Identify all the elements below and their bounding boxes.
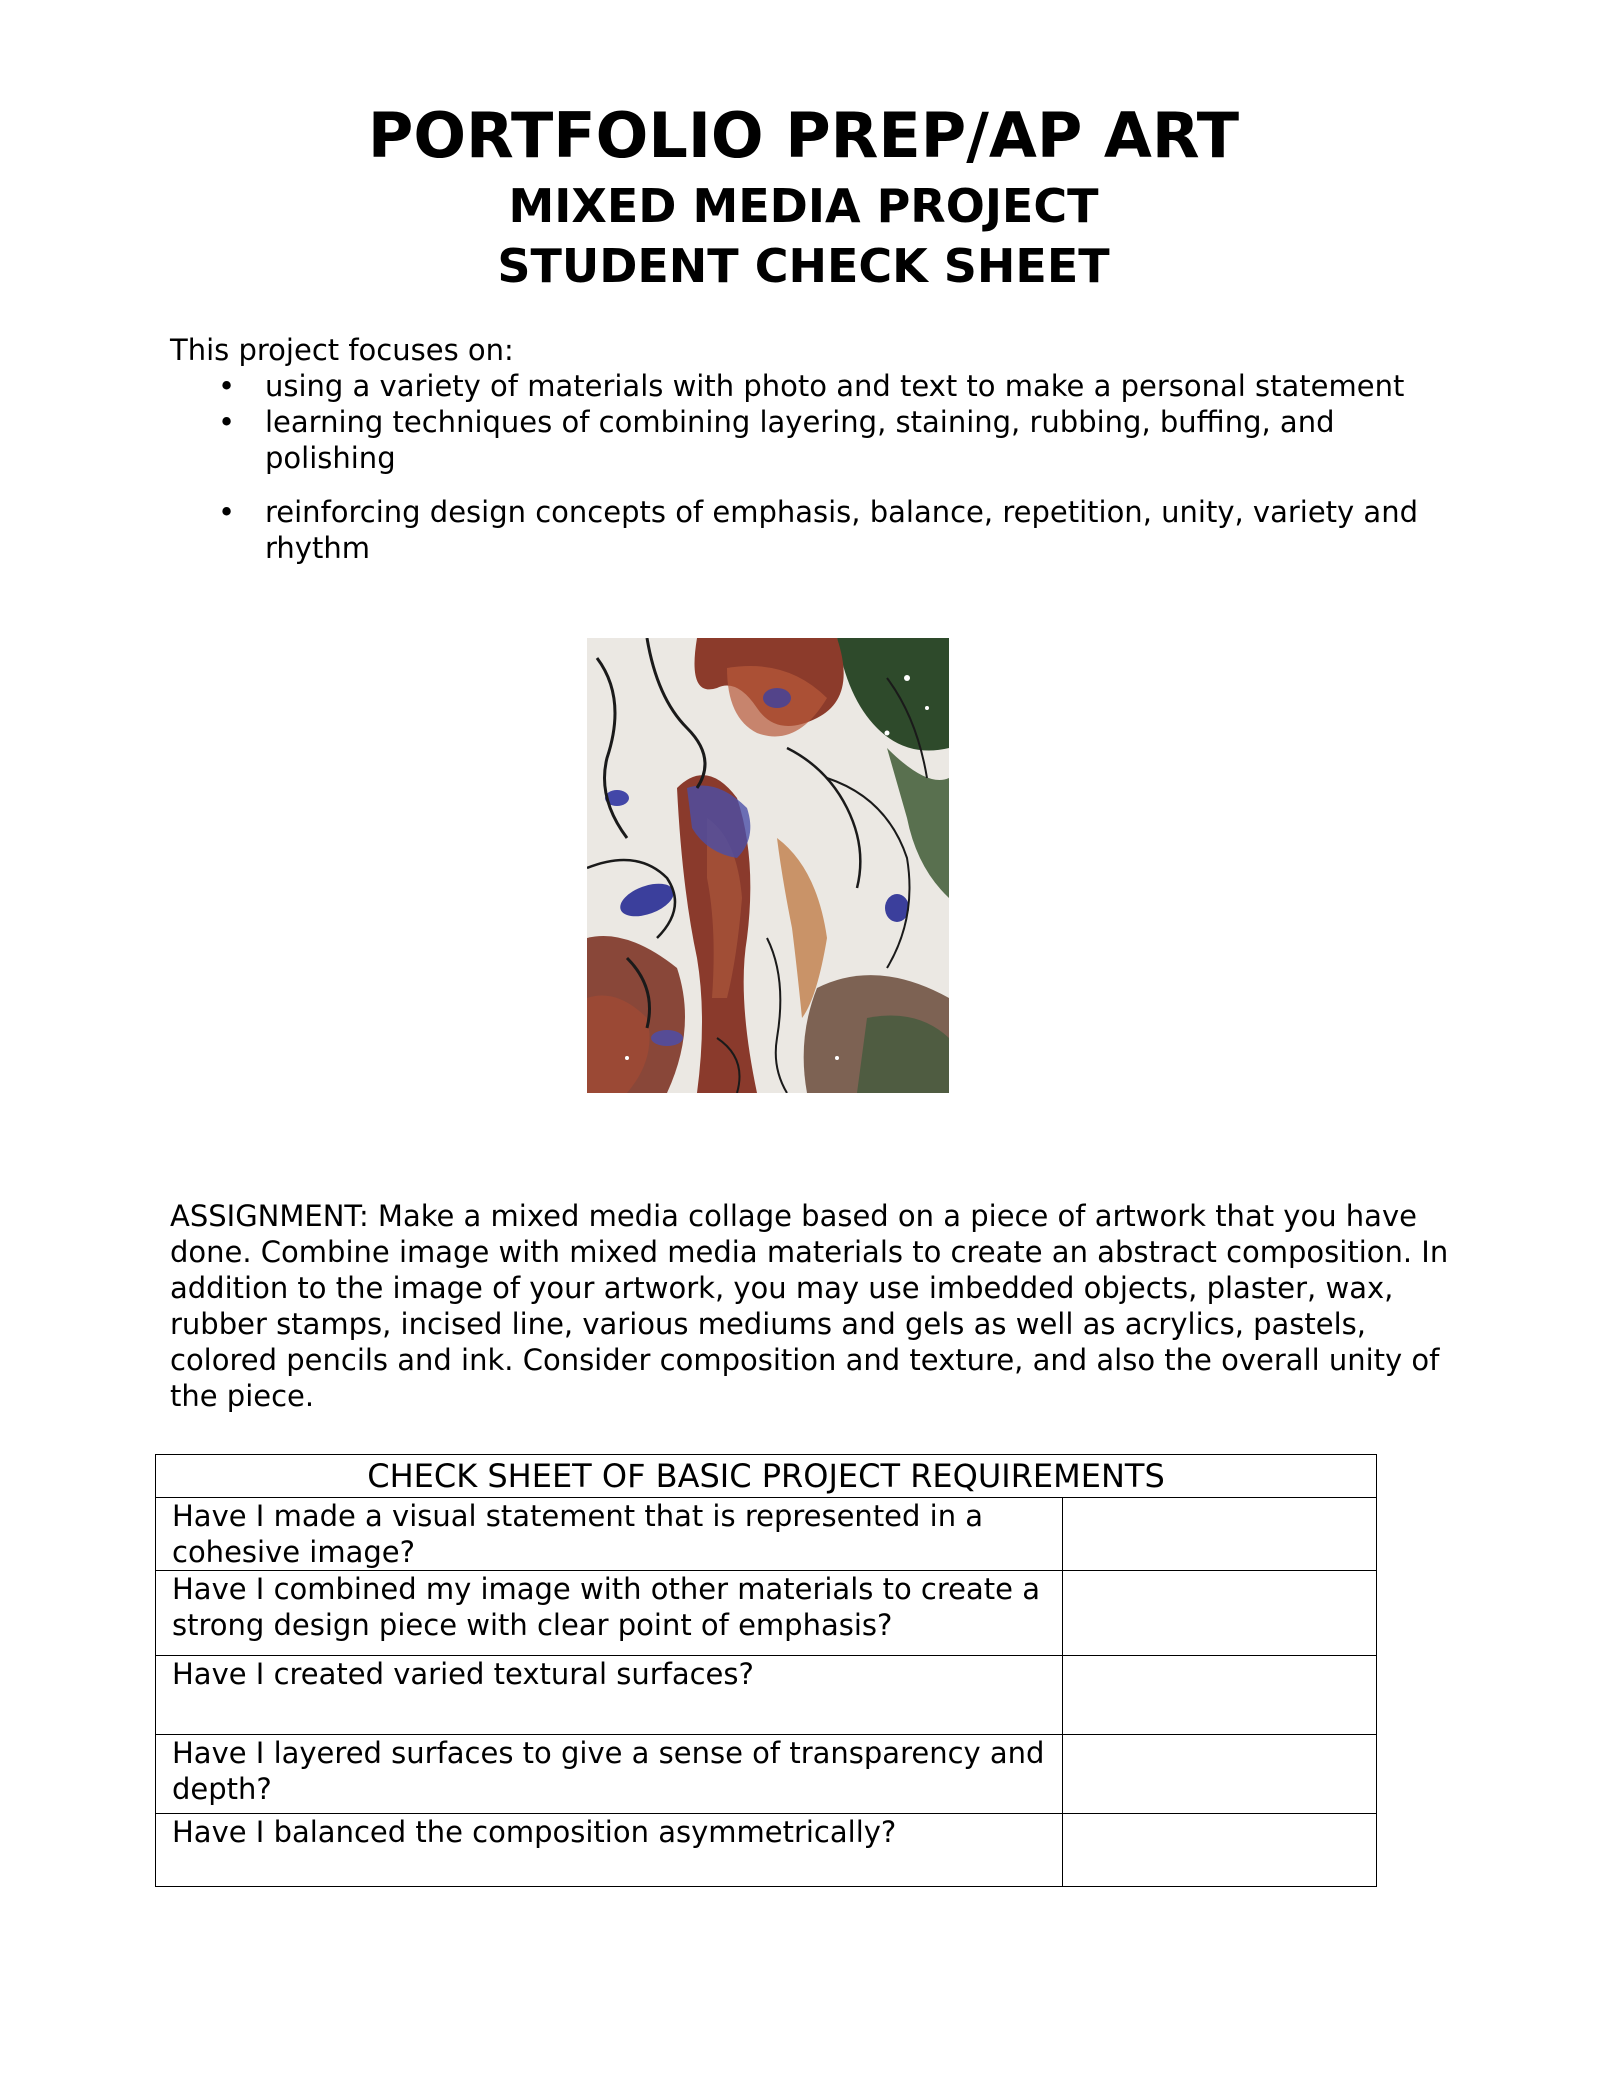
requirement-check-cell[interactable] (1063, 1571, 1377, 1656)
assignment-text: ASSIGNMENT: Make a mixed media collage based on a piece of artwork that you have done. Combine image with mixed media materials to create an abstract composition. In addition to the image of your artwork, you may use imbedded objects, plaster, wax, rubber stamps, incised line, various mediums and gels as well as acrylics, pastels, colored pencils and ink. Consider composition and texture, and also the overall unity of the piece. (170, 1199, 1449, 1413)
requirement-check-cell[interactable] (1063, 1814, 1377, 1887)
bullet-icon: • (218, 495, 236, 529)
requirement-question: Have I layered surfaces to give a sense of transparency and depth? (156, 1735, 1063, 1814)
focus-item-text: using a variety of materials with photo and text to make a personal statement (265, 369, 1405, 403)
focus-item (170, 368, 1450, 404)
focus-item (170, 494, 1450, 566)
table-row (156, 1814, 1377, 1887)
focus-list (170, 368, 1450, 566)
requirement-check-cell[interactable] (1063, 1498, 1377, 1571)
requirement-question: Have I created varied textural surfaces? (156, 1656, 1063, 1735)
requirements-table (155, 1454, 1377, 1887)
table-row (156, 1656, 1377, 1735)
requirement-question: Have I balanced the composition asymmetrically? (156, 1814, 1063, 1887)
requirement-question: Have I combined my image with other materials to create a strong design piece with clear point of emphasis? (156, 1571, 1063, 1656)
table-row (156, 1571, 1377, 1656)
requirement-question: Have I made a visual statement that is represented in a cohesive image? (156, 1498, 1063, 1571)
focus-item-text: learning techniques of combining layering, staining, rubbing, buffing, and polishing (265, 405, 1335, 475)
bullet-icon: • (218, 369, 236, 403)
requirements-table-header: CHECK SHEET OF BASIC PROJECT REQUIREMENTS (156, 1455, 1377, 1498)
mixed-media-artwork-image (587, 638, 949, 1093)
page-subtitle-checksheet: STUDENT CHECK SHEET (497, 239, 1110, 293)
page-title: PORTFOLIO PREP/AP ART (367, 99, 1240, 172)
requirement-check-cell[interactable] (1063, 1656, 1377, 1735)
focus-intro: This project focuses on: (170, 333, 514, 367)
bullet-icon: • (218, 405, 236, 439)
focus-item (170, 404, 1450, 476)
focus-item-text: reinforcing design concepts of emphasis, balance, repetition, unity, variety and rhythm (265, 495, 1418, 565)
requirement-check-cell[interactable] (1063, 1735, 1377, 1814)
table-row (156, 1498, 1377, 1571)
page-subtitle-project: MIXED MEDIA PROJECT (508, 179, 1099, 233)
table-row (156, 1735, 1377, 1814)
